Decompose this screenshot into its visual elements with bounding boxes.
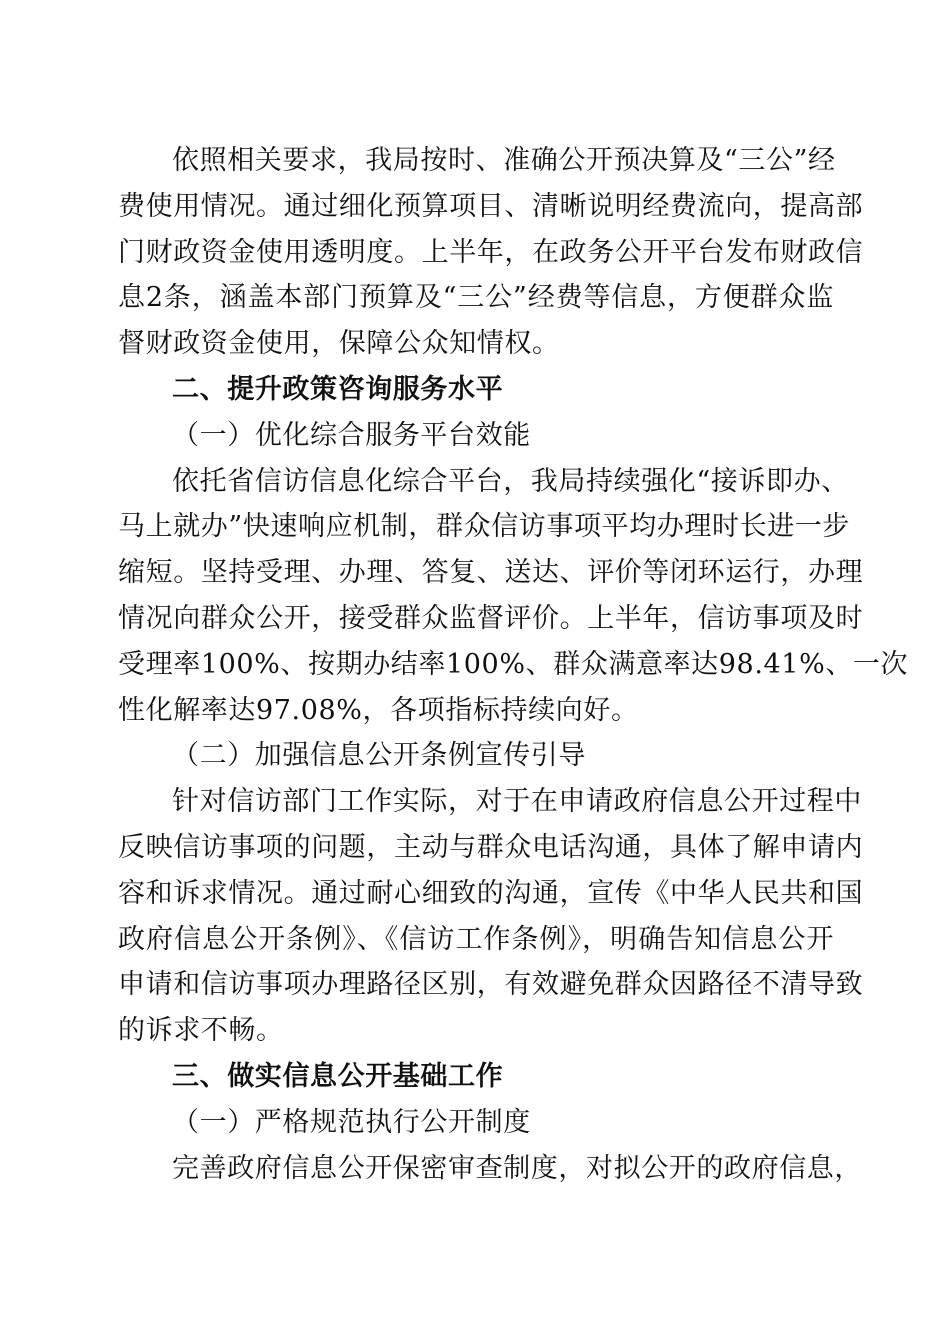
text-line: 息2条，涵盖本部门预算及“三公”经费等信息，方便群众监 bbox=[118, 282, 834, 314]
text-line: 政府信息公开条例》、《信访工作条例》，明确告知信息公开 bbox=[118, 923, 834, 955]
text-line: 针对信访部门工作实际，对于在申请政府信息公开过程中 bbox=[172, 786, 862, 818]
paragraph bbox=[118, 459, 909, 734]
text-line: 容和诉求情况。通过耐心细致的沟通，宣传《中华人民共和国 bbox=[118, 877, 864, 909]
section-heading: 二、提升政策咨询服务水平 bbox=[172, 373, 504, 405]
document-page bbox=[118, 138, 909, 1191]
section-heading: 三、做实信息公开基础工作 bbox=[172, 1060, 504, 1092]
subsection-heading: （一）严格规范执行公开制度 bbox=[172, 1106, 531, 1138]
text-line: 的诉求不畅。 bbox=[118, 1015, 284, 1047]
text-line: 完善政府信息公开保密审查制度，对拟公开的政府信息， bbox=[172, 1152, 862, 1184]
subsection-heading: （一）优化综合服务平台效能 bbox=[172, 419, 531, 451]
text-line: 反映信访事项的问题，主动与群众电话沟通，具体了解申请内 bbox=[118, 831, 864, 863]
text-line: 费使用情况。通过细化预算项目、清晰说明经费流向，提高部 bbox=[118, 190, 864, 222]
paragraph bbox=[118, 1146, 862, 1192]
text-line: 受理率100%、按期办结率100%、群众满意率达98.41%、一次 bbox=[118, 648, 909, 680]
text-line: 性化解率达97.08%，各项指标持续向好。 bbox=[118, 694, 639, 726]
text-line: 情况向群众公开，接受群众监督评价。上半年，信访事项及时 bbox=[118, 602, 864, 634]
text-line: 马上就办”快速响应机制，群众信访事项平均办理时长进一步 bbox=[118, 511, 851, 543]
text-line: 依托省信访信息化综合平台，我局持续强化“接诉即办、 bbox=[172, 465, 849, 497]
text-line: 缩短。坚持受理、办理、答复、送达、评价等闭环运行，办理 bbox=[118, 557, 864, 589]
text-line: 门财政资金使用透明度。上半年，在政务公开平台发布财政信 bbox=[118, 236, 864, 268]
paragraph bbox=[118, 138, 864, 367]
text-line: 申请和信访事项办理路径区别，有效避免群众因路径不清导致 bbox=[118, 969, 864, 1001]
text-line: 督财政资金使用，保障公众知情权。 bbox=[118, 328, 560, 360]
paragraph bbox=[118, 779, 864, 1054]
subsection-heading: （二）加强信息公开条例宣传引导 bbox=[172, 740, 586, 772]
text-line: 依照相关要求，我局按时、准确公开预决算及“三公”经 bbox=[172, 145, 836, 176]
